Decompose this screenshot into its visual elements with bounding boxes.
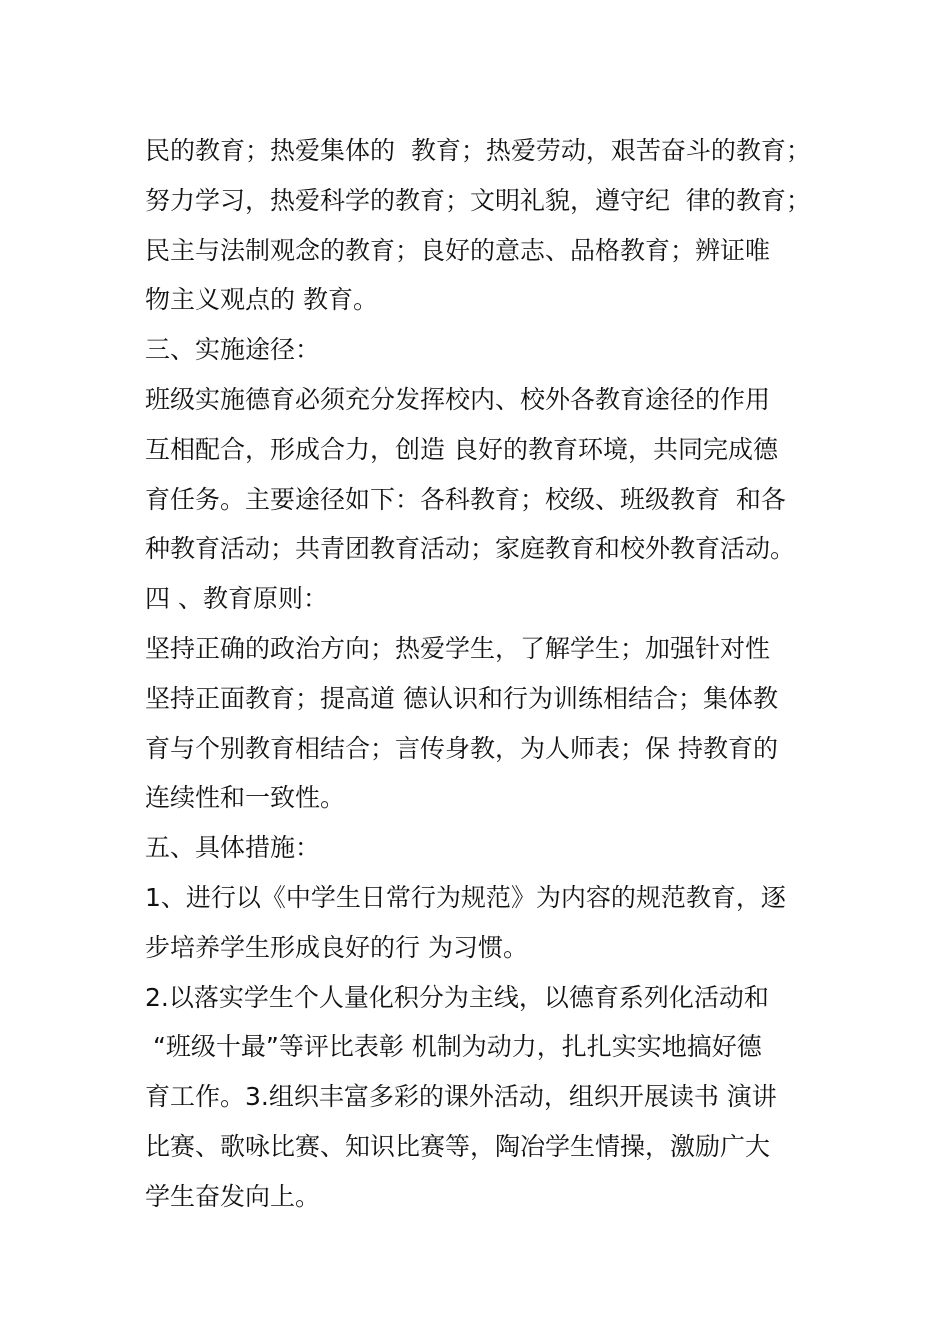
section-heading: 四 、教育原则： <box>145 584 328 614</box>
text-line: 物主义观点的 教育。 <box>145 285 378 315</box>
text-line: 学生奋发向上。 <box>145 1181 321 1211</box>
text-line: 比赛、歌咏比赛、知识比赛等，陶冶学生情操，激励广大 <box>145 1131 771 1161</box>
text-line: 努力学习，热爱科学的教育；文明礼貌，遵守纪 律的教育； <box>145 185 811 215</box>
text-line: 种教育活动；共青团教育活动；家庭教育和校外教育活动。 <box>145 534 796 564</box>
text-line: 连续性和一致性。 <box>145 783 346 813</box>
text-line: “班级十最”等评比表彰 机制为动力，扎扎实实地搞好德 <box>145 1032 762 1062</box>
text-line: 育与个别教育相结合；言传身教，为人师表；保 持教育的 <box>145 733 778 763</box>
text-line: 育工作。3.组织丰富多彩的课外活动，组织开展读书 演讲 <box>145 1082 777 1112</box>
text-line: 2.以落实学生个人量化积分为主线，以德育系列化活动和 <box>145 982 769 1012</box>
text-line: 1、进行以《中学生日常行为规范》为内容的规范教育，逐 <box>145 882 786 912</box>
text-line: 坚持正确的政治方向；热爱学生，了解学生；加强针对性 <box>145 633 771 663</box>
section-heading: 五、具体措施： <box>145 833 321 863</box>
text-line: 班级实施德育必须充分发挥校内、校外各教育途径的作用 <box>145 384 771 414</box>
text-line: 民的教育；热爱集体的 教育；热爱劳动，艰苦奋斗的教育； <box>145 136 811 165</box>
text-line: 互相配合，形成合力，创造 良好的教育环境，共同完成德 <box>145 434 778 464</box>
text-line: 步培养学生形成良好的行 为习惯。 <box>145 932 528 962</box>
text-line: 育任务。主要途径如下：各科教育；校级、班级教育 和各 <box>145 484 786 514</box>
text-line: 坚持正面教育；提高道 德认识和行为训练相结合；集体教 <box>145 683 778 713</box>
text-line: 民主与法制观念的教育；良好的意志、品格教育；辨证唯 <box>145 235 771 265</box>
document-body <box>145 126 835 1222</box>
section-heading: 三、实施途径： <box>145 335 321 365</box>
